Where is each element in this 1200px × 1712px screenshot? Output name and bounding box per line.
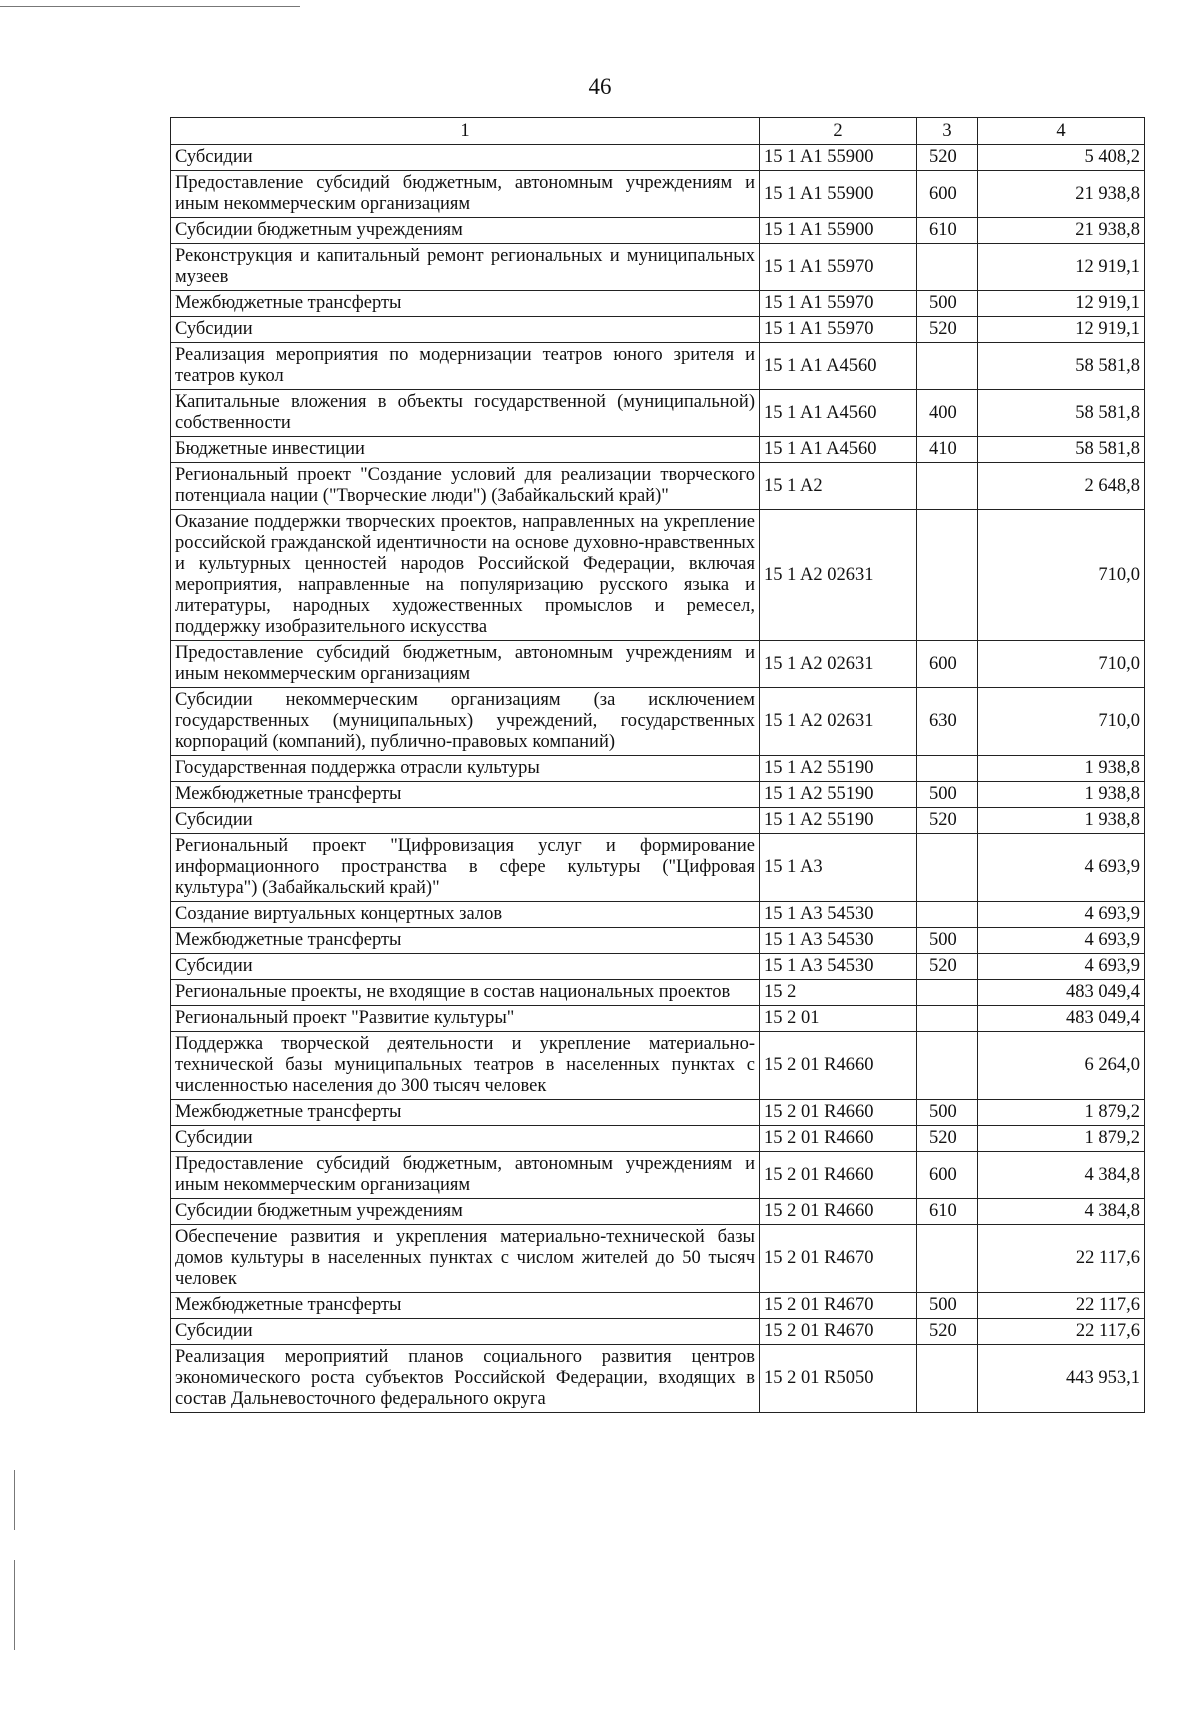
- row-code-cell: 15 1 A1 55900: [760, 171, 917, 218]
- row-amount-cell: 12 919,1: [978, 244, 1145, 291]
- table-row: [171, 1032, 1145, 1100]
- row-code-cell: 15 1 A2 02631: [760, 688, 917, 756]
- row-amount-cell: 6 264,0: [978, 1032, 1145, 1100]
- row-type-cell: 500: [917, 291, 978, 317]
- row-amount-cell: 710,0: [978, 641, 1145, 688]
- row-code-cell: 15 1 A2 55190: [760, 808, 917, 834]
- row-amount-cell: 483 049,4: [978, 980, 1145, 1006]
- table-row: [171, 218, 1145, 244]
- row-name-cell: Государственная поддержка отрасли культуры: [171, 756, 760, 782]
- row-code-cell: 15 1 A2 02631: [760, 510, 917, 641]
- row-type-cell: 600: [917, 641, 978, 688]
- row-amount-cell: 58 581,8: [978, 390, 1145, 437]
- row-code-cell: 15 2 01 R4660: [760, 1199, 917, 1225]
- row-amount-cell: 22 117,6: [978, 1319, 1145, 1345]
- table-row: [171, 244, 1145, 291]
- row-amount-cell: 12 919,1: [978, 317, 1145, 343]
- row-type-cell: 520: [917, 317, 978, 343]
- row-name-cell: Субсидии: [171, 808, 760, 834]
- row-amount-cell: 443 953,1: [978, 1345, 1145, 1413]
- row-name-cell: Межбюджетные трансферты: [171, 928, 760, 954]
- table-row: [171, 756, 1145, 782]
- row-name-cell: Субсидии: [171, 145, 760, 171]
- row-code-cell: 15 1 A1 A4560: [760, 343, 917, 390]
- table-header-row: [171, 118, 1145, 145]
- row-name-cell: Обеспечение развития и укрепления материально-технической базы домов культуры в населенных пунктах с числом жителей до 50 тысяч человек: [171, 1225, 760, 1293]
- row-amount-cell: 1 938,8: [978, 756, 1145, 782]
- table-row: [171, 782, 1145, 808]
- row-type-cell: 400: [917, 390, 978, 437]
- row-name-cell: Реконструкция и капитальный ремонт региональных и муниципальных музеев: [171, 244, 760, 291]
- row-code-cell: 15 1 A1 55970: [760, 244, 917, 291]
- row-name-cell: Субсидии некоммерческим организациям (за исключением государственных (муниципальных) учреждений, государственных корпораций (компаний), публично-правовых компаний): [171, 688, 760, 756]
- table-row: [171, 437, 1145, 463]
- table-row: [171, 1006, 1145, 1032]
- row-amount-cell: 4 693,9: [978, 834, 1145, 902]
- table-row: [171, 1100, 1145, 1126]
- row-amount-cell: 21 938,8: [978, 171, 1145, 218]
- row-type-cell: 520: [917, 1319, 978, 1345]
- row-name-cell: Субсидии бюджетным учреждениям: [171, 218, 760, 244]
- table-row: [171, 1152, 1145, 1199]
- row-type-cell: 520: [917, 954, 978, 980]
- table-row: [171, 390, 1145, 437]
- row-name-cell: Предоставление субсидий бюджетным, автономным учреждениям и иным некоммерческим организациям: [171, 171, 760, 218]
- row-name-cell: Региональный проект "Создание условий для реализации творческого потенциала нации ("Творческие люди") (Забайкальский край)": [171, 463, 760, 510]
- row-amount-cell: 710,0: [978, 510, 1145, 641]
- row-name-cell: Межбюджетные трансферты: [171, 782, 760, 808]
- row-type-cell: 500: [917, 1100, 978, 1126]
- row-code-cell: 15 2 01 R4670: [760, 1293, 917, 1319]
- row-code-cell: 15 2 01 R4660: [760, 1100, 917, 1126]
- budget-table: [170, 117, 1145, 1413]
- row-name-cell: Региональные проекты, не входящие в состав национальных проектов: [171, 980, 760, 1006]
- row-amount-cell: 710,0: [978, 688, 1145, 756]
- scan-edge-mark: [14, 1470, 15, 1530]
- row-type-cell: [917, 463, 978, 510]
- table-row: [171, 902, 1145, 928]
- table-row: [171, 954, 1145, 980]
- table-row: [171, 510, 1145, 641]
- row-name-cell: Поддержка творческой деятельности и укрепление материально-технической базы муниципальных театров в населенных пунктах с численностью населения до 300 тысяч человек: [171, 1032, 760, 1100]
- row-code-cell: 15 1 A3: [760, 834, 917, 902]
- row-code-cell: 15 2 01 R4670: [760, 1225, 917, 1293]
- table-row: [171, 1293, 1145, 1319]
- table-row: [171, 1319, 1145, 1345]
- row-code-cell: 15 2 01 R4660: [760, 1126, 917, 1152]
- row-name-cell: Региональный проект "Цифровизация услуг и формирование информационного пространства в сфере культуры ("Цифровая культура") (Забайкальский край)": [171, 834, 760, 902]
- table-row: [171, 1199, 1145, 1225]
- row-name-cell: Оказание поддержки творческих проектов, направленных на укрепление российской гражданской идентичности на основе духовно-нравственных и культурных ценностей народов Российской Федерации, включая мероприятия, направленные на популяризацию русского языка и литературы, народных художественных промыслов и ремесел, поддержку изобразительного искусства: [171, 510, 760, 641]
- row-name-cell: Бюджетные инвестиции: [171, 437, 760, 463]
- row-name-cell: Межбюджетные трансферты: [171, 1293, 760, 1319]
- row-amount-cell: 22 117,6: [978, 1293, 1145, 1319]
- row-code-cell: 15 1 A2 55190: [760, 756, 917, 782]
- row-name-cell: Предоставление субсидий бюджетным, автономным учреждениям и иным некоммерческим организациям: [171, 1152, 760, 1199]
- row-type-cell: 520: [917, 1126, 978, 1152]
- row-code-cell: 15 1 A1 55970: [760, 317, 917, 343]
- row-code-cell: 15 1 A3 54530: [760, 954, 917, 980]
- row-type-cell: 520: [917, 145, 978, 171]
- row-code-cell: 15 1 A1 A4560: [760, 390, 917, 437]
- row-type-cell: [917, 1345, 978, 1413]
- row-name-cell: Субсидии бюджетным учреждениям: [171, 1199, 760, 1225]
- row-type-cell: [917, 1006, 978, 1032]
- row-type-cell: [917, 343, 978, 390]
- row-amount-cell: 1 938,8: [978, 808, 1145, 834]
- row-type-cell: 500: [917, 1293, 978, 1319]
- row-amount-cell: 12 919,1: [978, 291, 1145, 317]
- table-row: [171, 1126, 1145, 1152]
- row-type-cell: 500: [917, 782, 978, 808]
- row-amount-cell: 5 408,2: [978, 145, 1145, 171]
- row-amount-cell: 1 938,8: [978, 782, 1145, 808]
- row-code-cell: 15 2: [760, 980, 917, 1006]
- row-type-cell: 600: [917, 1152, 978, 1199]
- table-row: [171, 980, 1145, 1006]
- row-type-cell: [917, 980, 978, 1006]
- row-code-cell: 15 2 01: [760, 1006, 917, 1032]
- row-amount-cell: 4 693,9: [978, 954, 1145, 980]
- row-name-cell: Предоставление субсидий бюджетным, автономным учреждениям и иным некоммерческим организациям: [171, 641, 760, 688]
- row-amount-cell: 21 938,8: [978, 218, 1145, 244]
- table-row: [171, 171, 1145, 218]
- table-row: [171, 145, 1145, 171]
- row-code-cell: 15 1 A2 02631: [760, 641, 917, 688]
- table-row: [171, 641, 1145, 688]
- row-type-cell: 500: [917, 928, 978, 954]
- row-type-cell: 520: [917, 808, 978, 834]
- row-code-cell: 15 1 A1 A4560: [760, 437, 917, 463]
- row-code-cell: 15 1 A2 55190: [760, 782, 917, 808]
- column-header-2: 2: [760, 118, 917, 145]
- row-type-cell: 610: [917, 1199, 978, 1225]
- row-amount-cell: 4 384,8: [978, 1199, 1145, 1225]
- row-code-cell: 15 2 01 R4660: [760, 1032, 917, 1100]
- row-name-cell: Межбюджетные трансферты: [171, 291, 760, 317]
- row-name-cell: Субсидии: [171, 317, 760, 343]
- table-row: [171, 343, 1145, 390]
- row-type-cell: [917, 244, 978, 291]
- row-code-cell: 15 1 A1 55900: [760, 218, 917, 244]
- row-amount-cell: 4 693,9: [978, 902, 1145, 928]
- column-header-3: 3: [917, 118, 978, 145]
- table-row: [171, 317, 1145, 343]
- row-name-cell: Субсидии: [171, 1319, 760, 1345]
- row-amount-cell: 1 879,2: [978, 1126, 1145, 1152]
- scan-edge-mark: [0, 6, 300, 7]
- row-type-cell: [917, 902, 978, 928]
- row-type-cell: 600: [917, 171, 978, 218]
- column-header-1: 1: [171, 118, 760, 145]
- table-row: [171, 1225, 1145, 1293]
- row-type-cell: 610: [917, 218, 978, 244]
- row-type-cell: [917, 1225, 978, 1293]
- row-name-cell: Капитальные вложения в объекты государственной (муниципальной) собственности: [171, 390, 760, 437]
- row-name-cell: Субсидии: [171, 1126, 760, 1152]
- column-header-4: 4: [978, 118, 1145, 145]
- table-row: [171, 463, 1145, 510]
- table-row: [171, 1345, 1145, 1413]
- table-body: [171, 145, 1145, 1413]
- row-amount-cell: 22 117,6: [978, 1225, 1145, 1293]
- table-row: [171, 291, 1145, 317]
- row-amount-cell: 58 581,8: [978, 437, 1145, 463]
- row-type-cell: 630: [917, 688, 978, 756]
- row-name-cell: Реализация мероприятия по модернизации театров юного зрителя и театров кукол: [171, 343, 760, 390]
- row-code-cell: 15 1 A3 54530: [760, 902, 917, 928]
- row-amount-cell: 58 581,8: [978, 343, 1145, 390]
- row-type-cell: [917, 1032, 978, 1100]
- row-amount-cell: 483 049,4: [978, 1006, 1145, 1032]
- row-name-cell: Реализация мероприятий планов социального развития центров экономического роста субъектов Российской Федерации, входящих в состав Дальневосточного федерального округа: [171, 1345, 760, 1413]
- row-amount-cell: 4 384,8: [978, 1152, 1145, 1199]
- row-code-cell: 15 2 01 R5050: [760, 1345, 917, 1413]
- row-type-cell: [917, 510, 978, 641]
- row-amount-cell: 1 879,2: [978, 1100, 1145, 1126]
- page-number: 46: [588, 74, 612, 99]
- row-code-cell: 15 1 A3 54530: [760, 928, 917, 954]
- row-amount-cell: 2 648,8: [978, 463, 1145, 510]
- row-code-cell: 15 2 01 R4660: [760, 1152, 917, 1199]
- row-type-cell: 410: [917, 437, 978, 463]
- row-type-cell: [917, 756, 978, 782]
- table-row: [171, 688, 1145, 756]
- row-code-cell: 15 2 01 R4670: [760, 1319, 917, 1345]
- row-name-cell: Субсидии: [171, 954, 760, 980]
- row-type-cell: [917, 834, 978, 902]
- row-amount-cell: 4 693,9: [978, 928, 1145, 954]
- row-name-cell: Создание виртуальных концертных залов: [171, 902, 760, 928]
- row-code-cell: 15 1 A1 55900: [760, 145, 917, 171]
- row-name-cell: Региональный проект "Развитие культуры": [171, 1006, 760, 1032]
- table-row: [171, 808, 1145, 834]
- table-row: [171, 928, 1145, 954]
- scan-edge-mark: [14, 1560, 15, 1650]
- row-code-cell: 15 1 A2: [760, 463, 917, 510]
- row-code-cell: 15 1 A1 55970: [760, 291, 917, 317]
- table-row: [171, 834, 1145, 902]
- row-name-cell: Межбюджетные трансферты: [171, 1100, 760, 1126]
